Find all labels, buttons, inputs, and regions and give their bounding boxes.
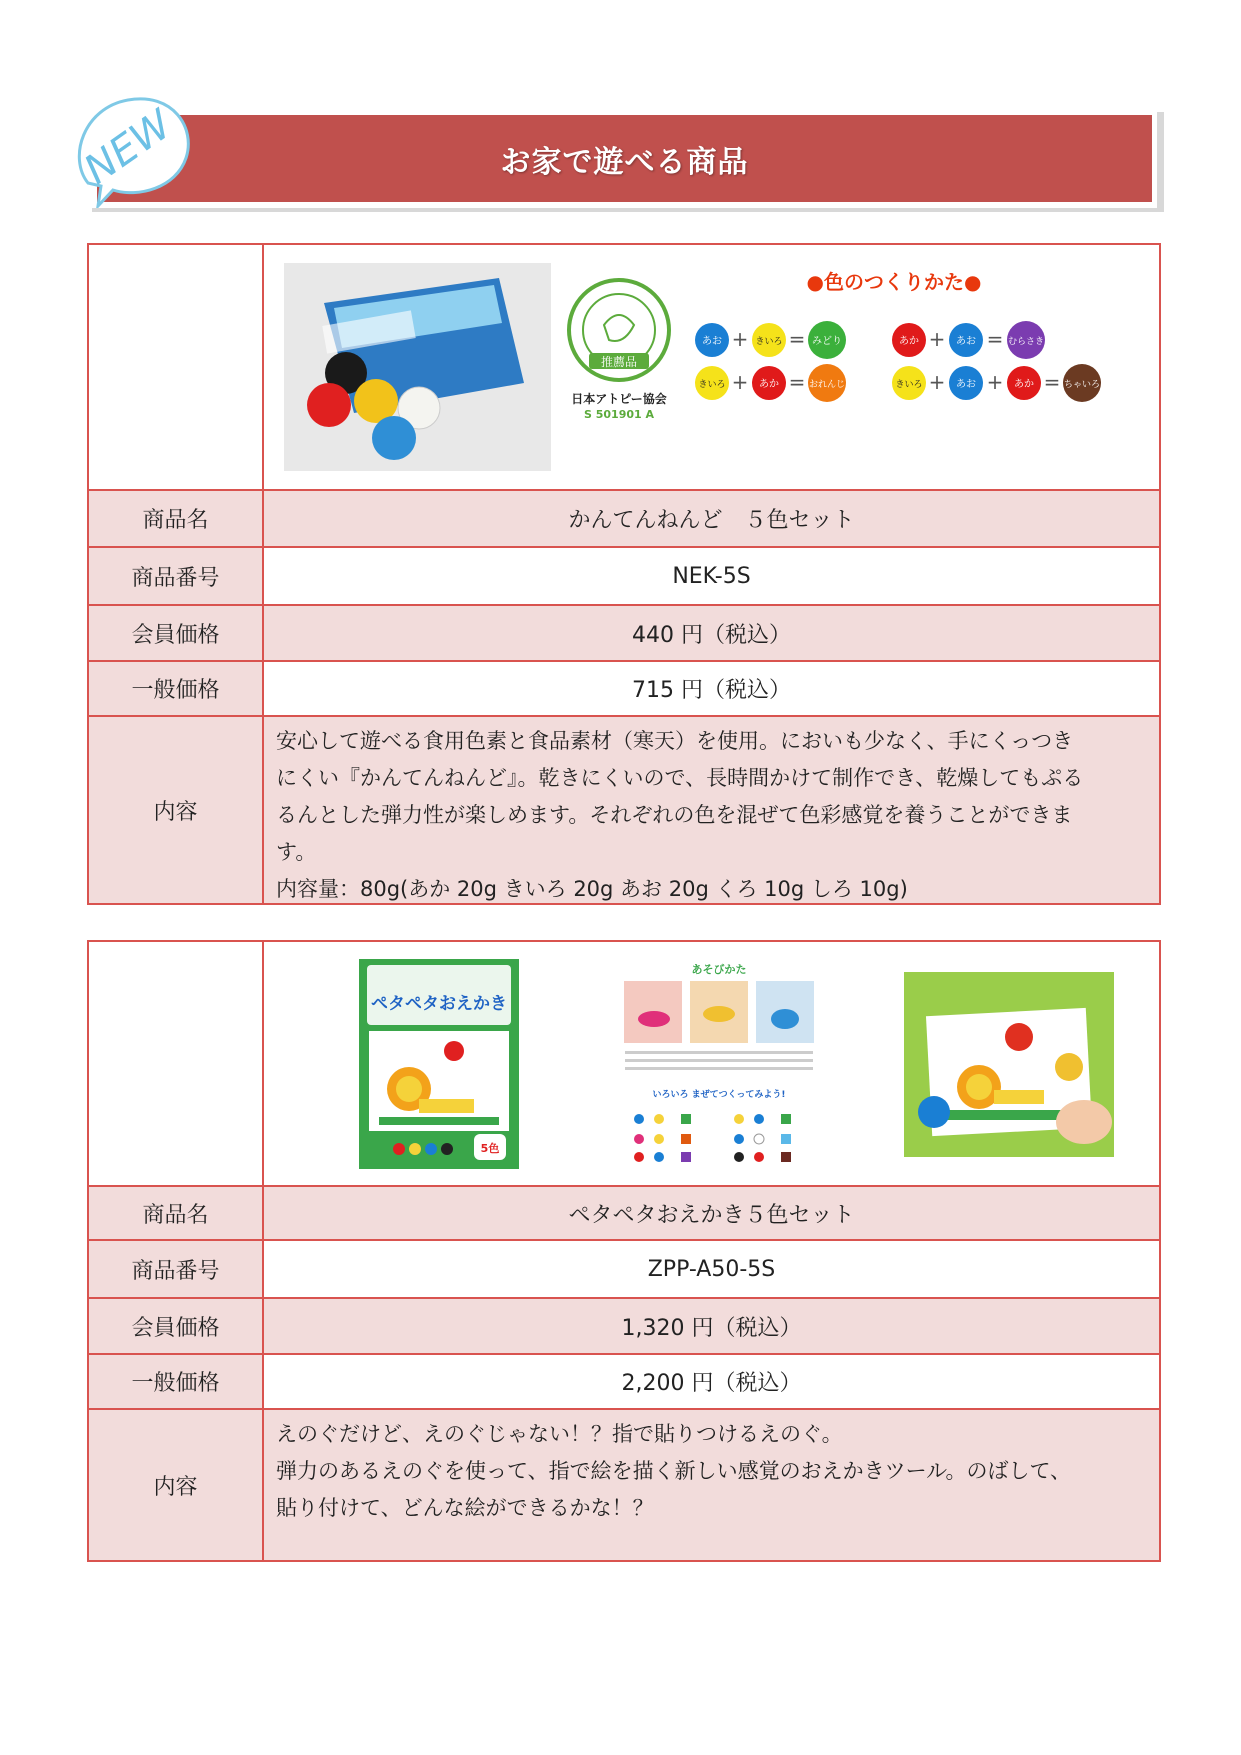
product-name-label: 商品名 — [89, 491, 264, 546]
content-line: 弾力のあるえのぐを使って、指で絵を描く新しい感覚のおえかきツール。のばして、 — [276, 1459, 1072, 1483]
svg-text:=: = — [788, 327, 806, 351]
mix-2-b: あか — [759, 379, 779, 390]
mix-1-a: あお — [702, 336, 722, 347]
box-badge-text: 5色 — [480, 1142, 500, 1155]
finished-artwork-photo — [904, 972, 1114, 1157]
product-table-1 — [87, 243, 1161, 905]
image-row-label — [89, 245, 264, 489]
content-line: えのぐだけど、えのぐじゃない！？指で貼りつけるえのぐ。 — [276, 1422, 843, 1446]
image-row-label — [89, 942, 264, 1185]
content-line: にくい『かんてんねんど』。乾きにくいので、長時間かけて制作でき、乾燥してもぷる — [276, 766, 1084, 790]
product-name-value: かんてんねんど ５色セット — [264, 491, 1159, 546]
new-badge-text: NEW — [76, 101, 181, 194]
member-price-row — [89, 604, 1159, 660]
general-price-label: 一般価格 — [89, 662, 264, 715]
new-badge-icon — [68, 88, 198, 208]
member-price-value: 1,320 円（税込） — [264, 1299, 1159, 1353]
page-title: お家で遊べる商品 — [500, 144, 749, 180]
content-label: 内容 — [89, 1410, 264, 1560]
how-to-play-sheet — [619, 959, 819, 1169]
svg-text:+: + — [986, 370, 1004, 394]
product-code-row — [89, 1239, 1159, 1297]
howto-title-text: あそびかた — [691, 963, 747, 976]
mix-1-result: みどり — [812, 336, 842, 347]
product-image-row — [89, 942, 1159, 1185]
content-line: す。 — [276, 840, 317, 864]
svg-text:+: + — [928, 327, 946, 351]
svg-text:=: = — [986, 327, 1004, 351]
content-row — [89, 715, 1159, 903]
content-label: 内容 — [89, 717, 264, 903]
product-name-row — [89, 1185, 1159, 1239]
content-line: るんとした弾力性が楽しめます。それぞれの色を混ぜて色彩感覚を養うことができま — [276, 803, 1073, 827]
image-area — [264, 245, 1159, 489]
mix-3-b: あお — [956, 336, 976, 347]
general-price-row — [89, 1353, 1159, 1408]
paint-package-photo — [359, 959, 519, 1169]
general-price-value: 2,200 円（税込） — [621, 1371, 802, 1396]
svg-text:+: + — [731, 370, 749, 394]
seal-center-text: 推薦品 — [600, 355, 638, 369]
general-price-row — [89, 660, 1159, 715]
member-price-label: 会員価格 — [89, 1299, 264, 1353]
image-row-content — [264, 245, 1159, 489]
mix-3-result: むらさき — [1007, 337, 1045, 347]
box-title-text: ペタペタおえかき — [371, 994, 507, 1014]
atopy-association-seal — [564, 275, 674, 435]
svg-text:=: = — [1043, 370, 1061, 394]
svg-text:+: + — [731, 327, 749, 351]
mix-1-b: きいろ — [755, 337, 783, 347]
image-row-content — [264, 942, 1159, 1185]
member-price-row — [89, 1297, 1159, 1353]
product-name-value: ペタペタおえかき５色セット — [264, 1187, 1159, 1239]
product-code-label: 商品番号 — [89, 548, 264, 604]
content-description — [264, 1410, 1159, 1560]
seal-code-text: S 501901 A — [583, 408, 655, 421]
mix-4-a: きいろ — [895, 380, 923, 390]
mix-2-result: おれんじ — [808, 380, 846, 390]
product-code-row — [89, 546, 1159, 604]
general-price-label: 一般価格 — [89, 1355, 264, 1408]
mix-2-a: きいろ — [698, 380, 726, 390]
mix-4-result: ちゃいろ — [1063, 380, 1101, 390]
color-guide-title: ●色のつくりかた● — [806, 270, 982, 294]
content-line: 貼り付けて、どんな絵ができるかな！？ — [276, 1496, 654, 1520]
member-price-label: 会員価格 — [89, 606, 264, 660]
product-code-value: ZPP-A50-5S — [647, 1256, 776, 1282]
svg-text:=: = — [788, 370, 806, 394]
product-code-value: NEK-5S — [672, 563, 751, 589]
header-banner — [92, 112, 1157, 208]
howto-sub-text: いろいろ まぜてつくってみよう! — [652, 1090, 786, 1100]
mix-4-c: あか — [1014, 379, 1034, 390]
color-mixing-guide — [684, 265, 1104, 425]
content-row — [89, 1408, 1159, 1560]
product-table-2 — [87, 940, 1161, 1562]
mix-3-a: あか — [899, 336, 919, 347]
clay-package-photo — [284, 263, 551, 471]
content-description — [264, 717, 1159, 903]
product-code-label: 商品番号 — [89, 1241, 264, 1297]
content-line: 内容量：80g(あか 20g きいろ 20g あお 20g くろ 10g しろ 10g) — [276, 877, 908, 901]
image-area — [264, 942, 1159, 1185]
product-image-row — [89, 245, 1159, 489]
content-line: 安心して遊べる食用色素と食品素材（寒天）を使用。においも少なく、手にくっつき — [276, 729, 1074, 753]
mix-4-b: あお — [956, 379, 976, 390]
product-name-label: 商品名 — [89, 1187, 264, 1239]
svg-text:+: + — [928, 370, 946, 394]
seal-org-text: 日本アトピー協会 — [571, 392, 667, 406]
general-price-value: 715 円（税込） — [632, 678, 791, 703]
header-banner-fill — [97, 115, 1152, 202]
member-price-value: 440 円（税込） — [264, 606, 1159, 660]
product-name-row — [89, 489, 1159, 546]
